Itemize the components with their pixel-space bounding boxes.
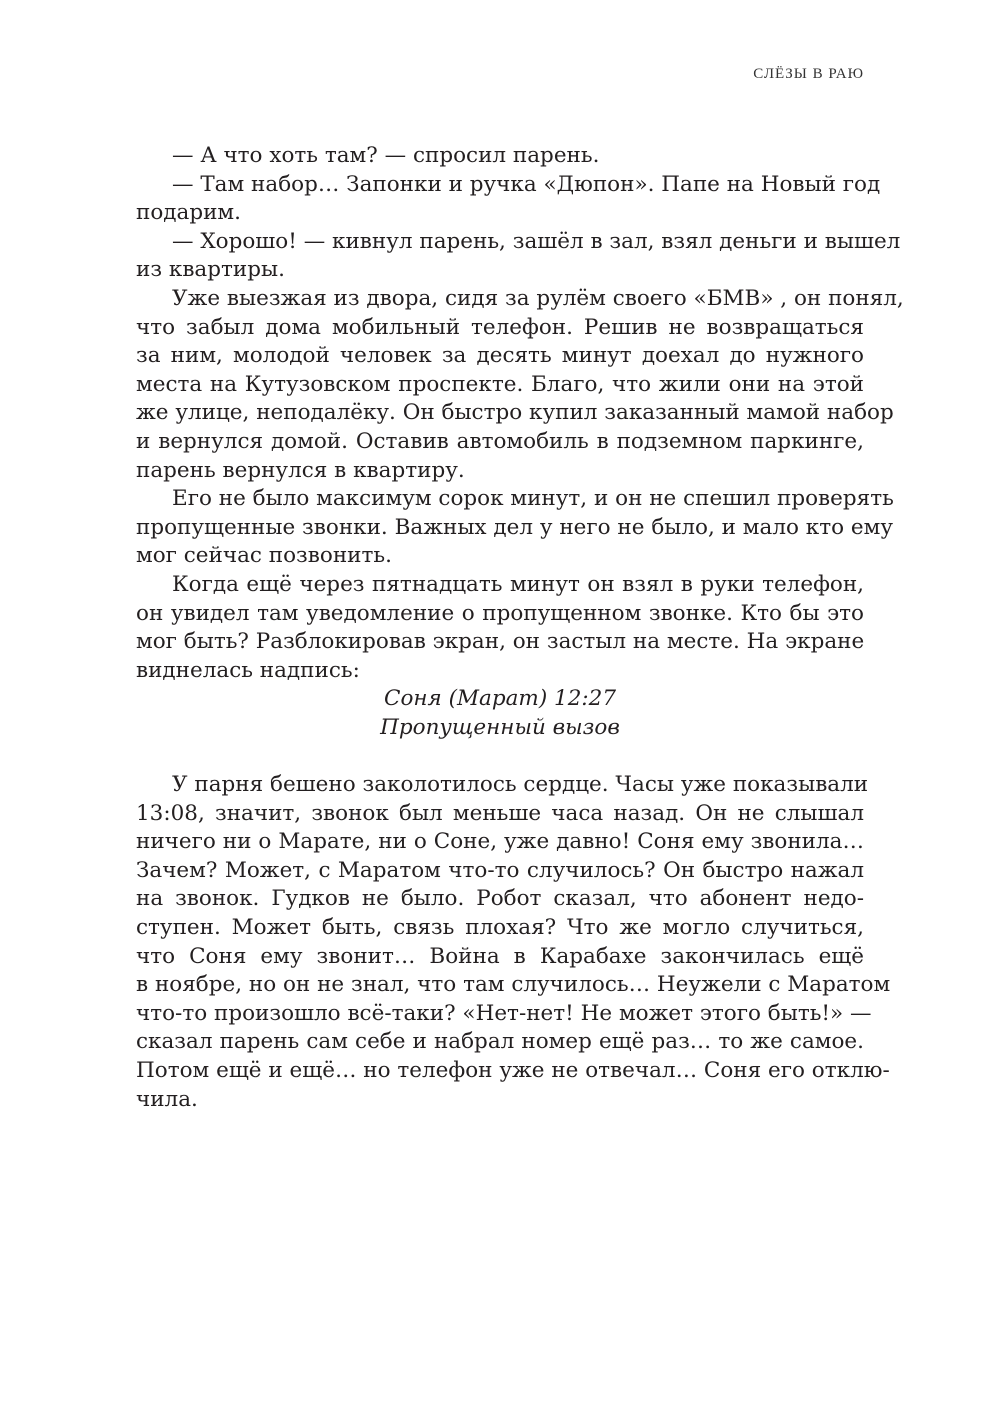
text-line: ступен. Может быть, связь плохая? Что же могло случиться, <box>136 915 864 941</box>
text-line: пропущенные звонки. Важных дел у него не было, и мало кто ему <box>136 514 893 540</box>
text-line: — А что хоть там? — спросил парень. <box>172 143 600 168</box>
text-line: чила. <box>136 1086 198 1112</box>
text-line: же улице, неподалёку. Он быстро купил заказанный мамой набор <box>136 400 894 426</box>
text-line: 13:08, значит, звонок был меньше часа назад. Он не слышал <box>136 800 864 826</box>
text-line: и вернулся домой. Оставив автомобиль в подземном паркинге, <box>136 428 864 454</box>
text-line: парень вернулся в квартиру. <box>136 457 465 483</box>
text-line: У парня бешено заколотилось сердце. Часы уже показывали <box>172 772 869 798</box>
call-status-line: Пропущенный вызов <box>380 714 620 740</box>
text-line: Уже выезжая из двора, сидя за рулём своего «БМВ» , он понял, <box>172 285 904 311</box>
text-line: Его не было максимум сорок минут, и он не спешил проверять <box>172 486 894 512</box>
text-line: на звонок. Гудков не было. Робот сказал, что абонент недо- <box>136 886 864 912</box>
text-line: ничего ни о Марате, ни о Соне, уже давно! Соня ему звонила… <box>136 829 864 855</box>
text-line: он увидел там уведомление о пропущенном звонке. Кто бы это <box>136 600 864 626</box>
text-line: за ним, молодой человек за десять минут доехал до нужного <box>136 343 864 369</box>
text-line: подарим. <box>136 200 241 226</box>
paragraph-gap <box>136 742 864 771</box>
call-caller-line: Соня (Марат) 12:27 <box>384 686 616 712</box>
text-line: места на Кутузовском проспекте. Благо, что жили они на этой <box>136 371 864 397</box>
text-line: Потом ещё и ещё… но телефон уже не отвечал… Соня его отклю- <box>136 1058 890 1083</box>
text-line: сказал парень сам себе и набрал номер ещё раз… то же самое. <box>136 1029 864 1055</box>
text-line: что-то произошло всё-таки? «Нет-нет! Не может этого быть!» — <box>136 1000 872 1026</box>
text-line: мог быть? Разблокировав экран, он застыл на месте. На экране <box>136 629 865 655</box>
text-line: что забыл дома мобильный телефон. Решив не возвращаться <box>136 314 864 340</box>
text-line: — Хорошо! — кивнул парень, зашёл в зал, взял деньги и вышел <box>172 228 901 254</box>
text-line: Когда ещё через пятнадцать минут он взял в руки телефон, <box>172 571 864 597</box>
text-line: — Там набор… Запонки и ручка «Дюпон». Папе на Новый год <box>172 171 881 197</box>
text-line: Зачем? Может, с Маратом что-то случилось? Он быстро нажал <box>136 857 864 883</box>
text-line: виднелась надпись: <box>136 657 360 683</box>
text-line: из квартиры. <box>136 257 285 283</box>
running-head: СЛЁЗЫ В РАЮ <box>753 66 864 82</box>
text-line: что Соня ему звонит… Война в Карабахе закончилась ещё <box>136 943 864 969</box>
body-text <box>136 142 904 1114</box>
text-line: в ноябре, но он не знал, что там случилось… Неужели с Маратом <box>136 972 891 998</box>
text-line: мог сейчас позвонить. <box>136 543 392 569</box>
